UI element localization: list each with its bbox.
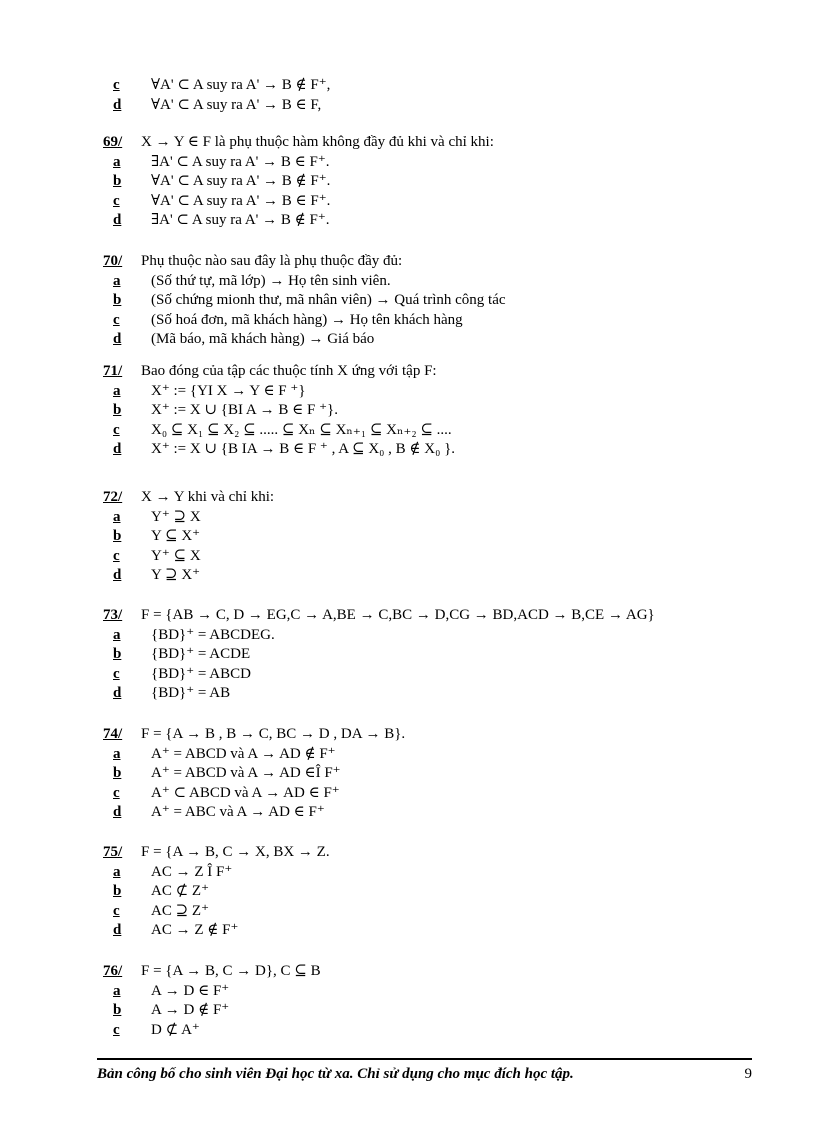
question-block: [103, 362, 743, 460]
option-text: AC → Z ∉ F⁺: [151, 922, 239, 939]
option-label[interactable]: b: [113, 528, 122, 545]
option-label[interactable]: c: [113, 547, 120, 564]
option-row[interactable]: [103, 764, 743, 784]
option-row[interactable]: [103, 745, 743, 765]
option-row[interactable]: [103, 172, 743, 192]
option-row[interactable]: [103, 211, 743, 231]
option-row[interactable]: [103, 547, 743, 567]
option-text: (Số hoá đơn, mã khách hàng) → Họ tên khách hàng: [151, 311, 463, 328]
option-label[interactable]: c: [113, 311, 120, 328]
option-label[interactable]: a: [113, 508, 121, 525]
option-label[interactable]: b: [113, 173, 122, 190]
question-stem-row: [103, 252, 743, 272]
question-block: [103, 133, 743, 231]
option-label[interactable]: d: [113, 331, 122, 348]
option-label[interactable]: a: [113, 863, 121, 880]
question-stem: Phụ thuộc nào sau đây là phụ thuộc đầy đủ:: [141, 253, 403, 269]
option-text: AC ⊄ Z⁺: [151, 883, 209, 900]
option-text: (Mã báo, mã khách hàng) → Giá báo: [151, 331, 375, 348]
question-stem: Bao đóng của tập các thuộc tính X ứng với tập F:: [141, 363, 437, 379]
option-row[interactable]: [103, 863, 743, 883]
option-row[interactable]: [103, 192, 743, 212]
question-block: [103, 606, 743, 704]
option-row[interactable]: [103, 645, 743, 665]
footer-text: Bản công bố cho sinh viên Đại học từ xa. Chỉ sử dụng cho mục đích học tập.: [97, 1066, 574, 1082]
option-text: ∀A' ⊂ A suy ra A' → B ∈ F⁺.: [151, 192, 331, 209]
option-row[interactable]: [103, 566, 743, 586]
option-row[interactable]: [103, 153, 743, 173]
option-text: Y ⊆ X⁺: [151, 528, 201, 545]
question-stem-row: [103, 362, 743, 382]
option-label[interactable]: b: [113, 646, 122, 663]
option-row[interactable]: [103, 665, 743, 685]
option-row[interactable]: [103, 401, 743, 421]
option-label[interactable]: d: [113, 441, 122, 458]
option-text: A⁺ ⊂ ABCD và A → AD ∈ F⁺: [151, 784, 340, 801]
footer: [97, 1066, 752, 1083]
option-row[interactable]: [103, 96, 743, 116]
option-label[interactable]: a: [113, 272, 121, 289]
option-row[interactable]: [103, 902, 743, 922]
option-label[interactable]: a: [113, 626, 121, 643]
option-row[interactable]: [103, 784, 743, 804]
option-text: ∃A' ⊂ A suy ra A' → B ∈ F⁺.: [151, 153, 330, 170]
option-label[interactable]: d: [113, 96, 122, 113]
question-block: [103, 488, 743, 586]
option-row[interactable]: [103, 1001, 743, 1021]
option-label[interactable]: a: [113, 982, 121, 999]
option-label[interactable]: d: [113, 685, 122, 702]
question-stem-row: [103, 962, 743, 982]
option-text: Y ⊇ X⁺: [151, 567, 201, 584]
question-block: [103, 962, 743, 1040]
option-text: AC ⊇ Z⁺: [151, 902, 209, 919]
option-label[interactable]: c: [113, 77, 120, 93]
option-row[interactable]: [103, 440, 743, 460]
option-text: ∀A' ⊂ A suy ra A' → B ∉ F⁺.: [151, 173, 331, 190]
option-label[interactable]: d: [113, 804, 122, 821]
option-row[interactable]: [103, 982, 743, 1002]
question-number: 75/: [103, 844, 123, 860]
option-text: A⁺ = ABC và A → AD ∈ F⁺: [151, 804, 325, 821]
option-label[interactable]: c: [113, 192, 120, 209]
option-label[interactable]: c: [113, 784, 120, 801]
option-row[interactable]: [103, 330, 743, 350]
question-number: 72/: [103, 489, 123, 505]
option-row[interactable]: [103, 311, 743, 331]
option-label[interactable]: b: [113, 1002, 122, 1019]
option-text: AC → Z Î F⁺: [151, 863, 233, 880]
question-block: [103, 725, 743, 823]
option-row[interactable]: [103, 272, 743, 292]
option-label[interactable]: d: [113, 567, 122, 584]
option-text: X⁺ := {YI X → Y ∈ F ⁺}: [151, 382, 306, 399]
question-stem: X → Y khi và chỉ khi:: [141, 489, 275, 505]
option-text: {BD}⁺ = AB: [151, 685, 231, 702]
option-label[interactable]: b: [113, 883, 122, 900]
question-block: [103, 843, 743, 941]
option-row[interactable]: [103, 382, 743, 402]
option-text: A⁺ = ABCD và A → AD ∉ F⁺: [151, 745, 336, 762]
option-text: {BD}⁺ = ABCDEG.: [151, 626, 275, 643]
option-text: D ⊄ A⁺: [151, 1021, 200, 1038]
question-number: 76/: [103, 963, 123, 979]
option-text: {BD}⁺ = ABCD: [151, 665, 251, 682]
question-block: [103, 252, 743, 350]
option-text: X⁺ := X ∪ {B IA → B ∈ F ⁺ , A ⊆ X₀ , B ∉ X₀ }.: [151, 441, 456, 458]
option-row[interactable]: [103, 1021, 743, 1041]
question-stem: F = {A → B, C → D}, C ⊆ B: [141, 963, 321, 979]
question-stem: F = {A → B , B → C, BC → D , DA → B}.: [141, 726, 406, 742]
option-text: A⁺ = ABCD và A → AD ∈Î F⁺: [151, 765, 341, 782]
option-row[interactable]: [103, 803, 743, 823]
question-stem: X → Y ∈ F là phụ thuộc hàm không đầy đủ khi và chỉ khi:: [141, 134, 494, 150]
option-label[interactable]: b: [113, 402, 122, 419]
question-number: 70/: [103, 253, 123, 269]
question-stem-row: [103, 725, 743, 745]
option-row[interactable]: [103, 508, 743, 528]
question-stem: F = {A → B, C → X, BX → Z.: [141, 844, 330, 860]
option-row[interactable]: [103, 291, 743, 311]
option-text: X⁺ := X ∪ {BI A → B ∈ F ⁺}.: [151, 402, 338, 419]
option-label[interactable]: b: [113, 765, 122, 782]
question-stem-row: [103, 488, 743, 508]
question-number: 73/: [103, 607, 123, 623]
question-stem-row: [103, 133, 743, 153]
page-number: 9: [744, 1066, 752, 1082]
option-text: Y⁺ ⊆ X: [151, 547, 201, 564]
option-row[interactable]: [103, 76, 743, 96]
option-label[interactable]: d: [113, 922, 122, 939]
question-stem-row: [103, 843, 743, 863]
option-text: A → D ∉ F⁺: [151, 1002, 230, 1019]
question-stem: F = {AB → C, D → EG,C → A,BE → C,BC → D,CG → BD,ACD → B,CE → AG}: [141, 607, 655, 623]
question-number: 74/: [103, 726, 123, 742]
option-row[interactable]: [103, 626, 743, 646]
option-label[interactable]: c: [113, 421, 120, 438]
option-text: X₀ ⊆ X₁ ⊆ X₂ ⊆ ..... ⊆ Xₙ ⊆ Xₙ₊₁ ⊆ Xₙ₊₂ ⊆ ....: [151, 421, 452, 438]
option-label[interactable]: a: [113, 382, 121, 399]
option-row[interactable]: [103, 684, 743, 704]
question-number: 69/: [103, 134, 123, 150]
option-text: ∀A' ⊂ A suy ra A' → B ∈ F,: [151, 96, 322, 113]
option-label[interactable]: b: [113, 292, 122, 309]
option-text: A → D ∈ F⁺: [151, 982, 230, 999]
option-text: Y⁺ ⊇ X: [151, 508, 201, 525]
option-text: (Số chứng mionh thư, mã nhân viên) → Quá trình công tác: [151, 292, 506, 309]
option-label[interactable]: a: [113, 153, 121, 170]
option-label[interactable]: c: [113, 665, 120, 682]
option-row[interactable]: [103, 527, 743, 547]
option-row[interactable]: [103, 921, 743, 941]
question-number: 71/: [103, 363, 123, 379]
question-block: [103, 76, 743, 115]
option-text: ∃A' ⊂ A suy ra A' → B ∉ F⁺.: [151, 212, 330, 229]
option-label[interactable]: c: [113, 1021, 120, 1038]
option-row[interactable]: [103, 882, 743, 902]
question-stem-row: [103, 606, 743, 626]
option-label[interactable]: a: [113, 745, 121, 762]
option-text: (Số thứ tự, mã lớp) → Họ tên sinh viên.: [151, 272, 391, 289]
option-label[interactable]: d: [113, 212, 122, 229]
option-text: ∀A' ⊂ A suy ra A' → B ∉ F⁺,: [151, 77, 331, 93]
option-text: {BD}⁺ = ACDE: [151, 646, 251, 663]
option-row[interactable]: [103, 421, 743, 441]
footer-divider: [97, 1058, 752, 1060]
option-label[interactable]: c: [113, 902, 120, 919]
